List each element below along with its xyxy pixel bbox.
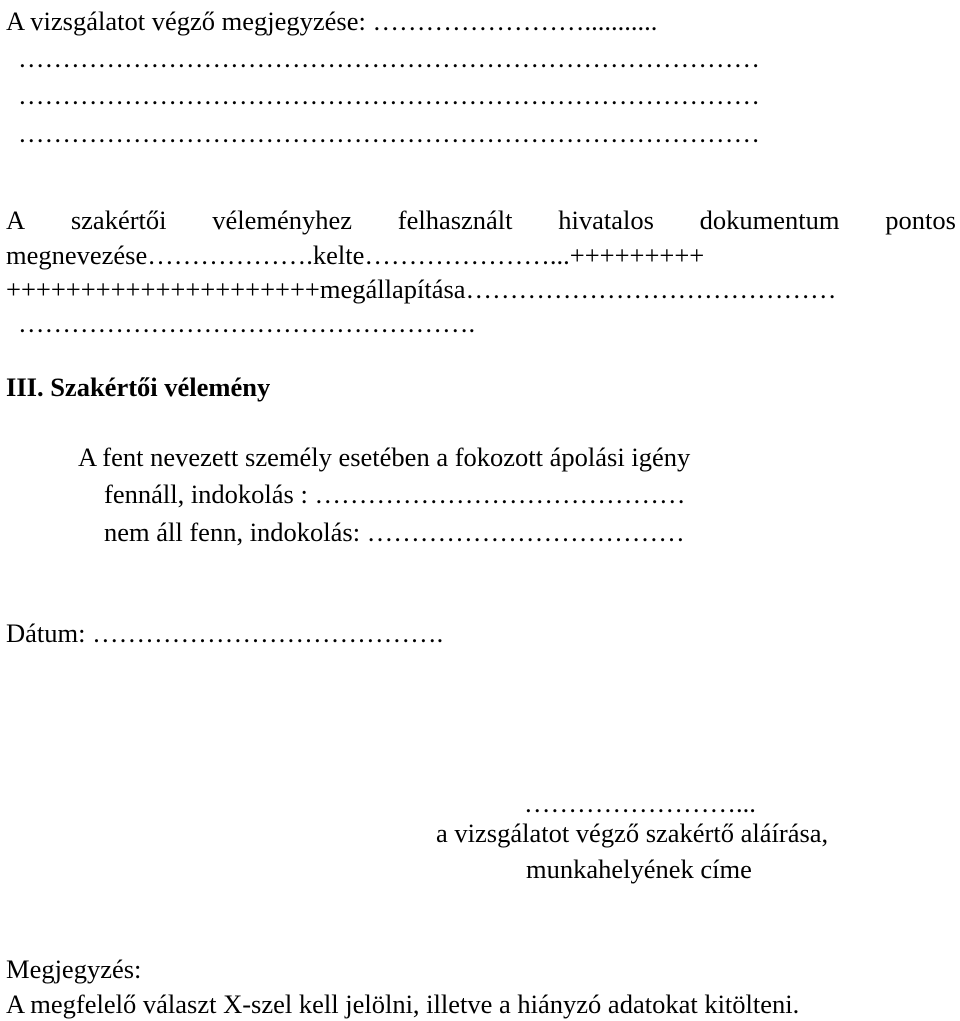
official-document-word: szakértői xyxy=(70,205,167,235)
remarks-dots-line-4: ………………………………………………………………………… xyxy=(18,118,760,148)
note-text: A megfelelő választ X-szel kell jelölni, illetve a hiányzó adatokat kitölteni. xyxy=(6,989,800,1019)
date-line: Dátum: …………………………………. xyxy=(6,618,444,648)
official-document-line-2: megnevezése……………….kelte…………………...+++++++++ xyxy=(6,240,705,270)
official-document-word: pontos xyxy=(885,205,956,235)
signature-caption-line-1: a vizsgálatot végző szakértő aláírása, xyxy=(436,818,829,848)
official-document-word: hivatalos xyxy=(558,205,654,235)
remarks-line-1 xyxy=(6,8,657,35)
official-document-word: véleményhez xyxy=(212,205,353,235)
official-document-word: dokumentum xyxy=(699,205,840,235)
remarks-dots-first: ……………………........... xyxy=(372,6,658,36)
official-document-line-4: ……………………………………………. xyxy=(18,308,476,338)
remarks-dots-line-3: ………………………………………………………………………… xyxy=(18,80,760,110)
official-document-word: A xyxy=(6,205,26,235)
signature-dots: ……………………... xyxy=(524,788,756,818)
opinion-intro: A fent nevezett személy esetében a fokozott ápolási igény xyxy=(78,442,691,472)
official-document-line-3: +++++++++++++++++++++megállapítása…………………………………… xyxy=(6,274,837,304)
remarks-dots-line-2: ………………………………………………………………………… xyxy=(18,43,760,73)
official-document-line-1 xyxy=(6,207,956,234)
note-label: Megjegyzés: xyxy=(6,954,142,984)
opinion-not-exists-line: nem áll fenn, indokolás: ……………………………… xyxy=(104,517,685,547)
official-document-word: felhasznált xyxy=(397,205,513,235)
remarks-label: A vizsgálatot végző megjegyzése: xyxy=(6,6,373,36)
opinion-heading: III. Szakértői vélemény xyxy=(6,372,271,402)
signature-caption-line-2: munkahelyének címe xyxy=(526,854,752,884)
opinion-exists-line: fennáll, indokolás : …………………………………… xyxy=(104,479,686,509)
